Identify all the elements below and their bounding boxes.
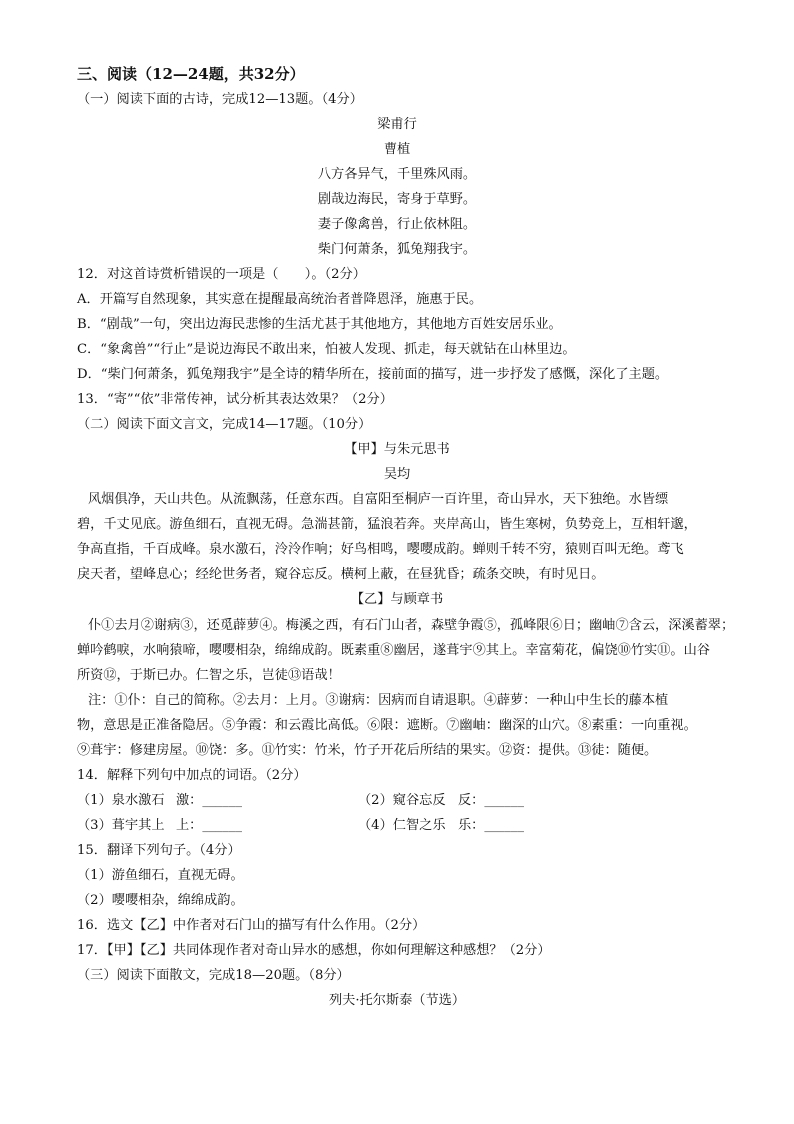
jia-text-line: 碧，千丈见底。游鱼细石，直视无碍。急湍甚箭，猛浪若奔。夹岸高山，皆生寒树，负势竞上，互相轩邈，: [77, 517, 697, 532]
question-17: 17．【甲】【乙】共同体现作者对奇山异水的感想，你如何理解这种感想？（2分）: [77, 943, 551, 958]
poem-line: 八方各异气，千里殊风雨。: [317, 167, 477, 182]
notes-line: ⑨葺宇：修建房屋。⑩饶：多。⑪竹实：竹米，竹子开花后所结的果实。⑫资：提供。⑬徒：随便。: [77, 743, 658, 758]
poem-title: 梁甫行: [377, 117, 417, 132]
poem-line: 妻子像禽兽，行止依林阻。: [317, 217, 477, 232]
q12-option-c: C．“象禽兽”“行止”是说边海民不敢出来，怕被人发现、抓走，每天就钻在山林里边。: [77, 342, 576, 357]
jia-title: 【甲】与朱元思书: [344, 442, 450, 457]
yi-text-line: 仆①去月②谢病③，还觅薜萝④。梅溪之西，有石门山者，森壁争霞⑤，孤峰限⑥日；幽岫⑦含云，深溪蓄翠；: [88, 618, 735, 633]
part3-title: 列夫·托尔斯泰（节选）: [328, 993, 466, 1008]
notes-line: 注：①仆：自己的简称。②去月：上月。③谢病：因病而自请退职。④薜萝：一种山中生长的藤本植: [88, 693, 669, 708]
section-title: 三、阅读（12—24题，共32分）: [77, 65, 305, 83]
question-13: 13．“寄”“依”非常传神，试分析其表达效果？（2分）: [77, 392, 393, 407]
yi-text-line: 蝉吟鹤唳，水响猿啼，嘤嘤相杂，绵绵成韵。既素重⑧幽居，遂葺宇⑨其上。幸富菊花，偏饶⑩竹实⑪。山谷: [77, 643, 710, 658]
poem-author: 曹植: [383, 142, 411, 157]
q14-item-phrase: （3）葺宇其上: [77, 818, 165, 833]
q14-item-phrase: （2）窥谷忘反: [358, 793, 446, 808]
jia-author: 吴均: [383, 467, 411, 482]
question-14: 14．解释下列句中加点的词语。（2分）: [77, 768, 307, 783]
question-12: 12．对这首诗赏析错误的一项是（ ）。（2分）: [77, 267, 366, 282]
part3-intro: （三）阅读下面散文，完成18—20题。（8分）: [77, 968, 350, 983]
q12-option-d: D．“柴门何萧条，狐兔翔我宇”是全诗的精华所在，接前面的描写，进一步抒发了感慨，深化了主题。: [77, 367, 669, 382]
yi-text-line: 所资⑫，于斯已办。仁智之乐，岂徒⑬语哉！: [77, 668, 341, 683]
jia-text-line: 风烟俱净，天山共色。从流飘荡，任意东西。自富阳至桐庐一百许里，奇山异水，天下独绝。水皆缥: [88, 492, 669, 507]
part1-intro: （一）阅读下面的古诗，完成12—13题。（4分）: [77, 92, 363, 107]
q12-option-a: A．开篇写自然现象，其实意在提醒最高统治者普降恩泽，施惠于民。: [77, 292, 483, 307]
part2-intro: （二）阅读下面文言文，完成14—17题。（10分）: [77, 417, 372, 432]
poem-line: 柴门何萧条，狐兔翔我宇。: [317, 242, 477, 257]
question-16: 16．选文【乙】中作者对石门山的描写有什么作用。（2分）: [77, 918, 426, 933]
poem-line: 剧哉边海民，寄身于草野。: [317, 192, 477, 207]
q14-item-answer: 激：______: [176, 793, 242, 808]
question-15: 15．翻译下列句子。（4分）: [77, 843, 241, 858]
q12-option-b: B．“剧哉”一句，突出边海民悲惨的生活尤甚于其他地方，其他地方百姓安居乐业。: [77, 317, 562, 332]
q14-item-answer: 乐：______: [458, 818, 524, 833]
notes-line: 物，意思是正准备隐居。⑤争霞：和云霞比高低。⑥限：遮断。⑦幽岫：幽深的山穴。⑧素重：一向重视。: [77, 718, 697, 733]
q14-item-answer: 反：______: [458, 793, 524, 808]
q14-item-answer: 上：______: [176, 818, 242, 833]
q15-item: （1）游鱼细石，直视无碍。: [77, 868, 244, 883]
q14-item-phrase: （4）仁智之乐: [358, 818, 446, 833]
q14-item-phrase: （1）泉水激石: [77, 793, 165, 808]
yi-title: 【乙】与顾章书: [350, 592, 444, 607]
jia-text-line: 戾天者，望峰息心；经纶世务者，窥谷忘反。横柯上蔽，在昼犹昏；疏条交映，有时见日。: [77, 567, 605, 582]
jia-text-line: 争高直指，千百成峰。泉水激石，泠泠作响；好鸟相鸣，嘤嘤成韵。蝉则千转不穷，猿则百叫无绝。鸢飞: [77, 542, 684, 557]
q15-item: （2）嘤嘤相杂，绵绵成韵。: [77, 893, 244, 908]
